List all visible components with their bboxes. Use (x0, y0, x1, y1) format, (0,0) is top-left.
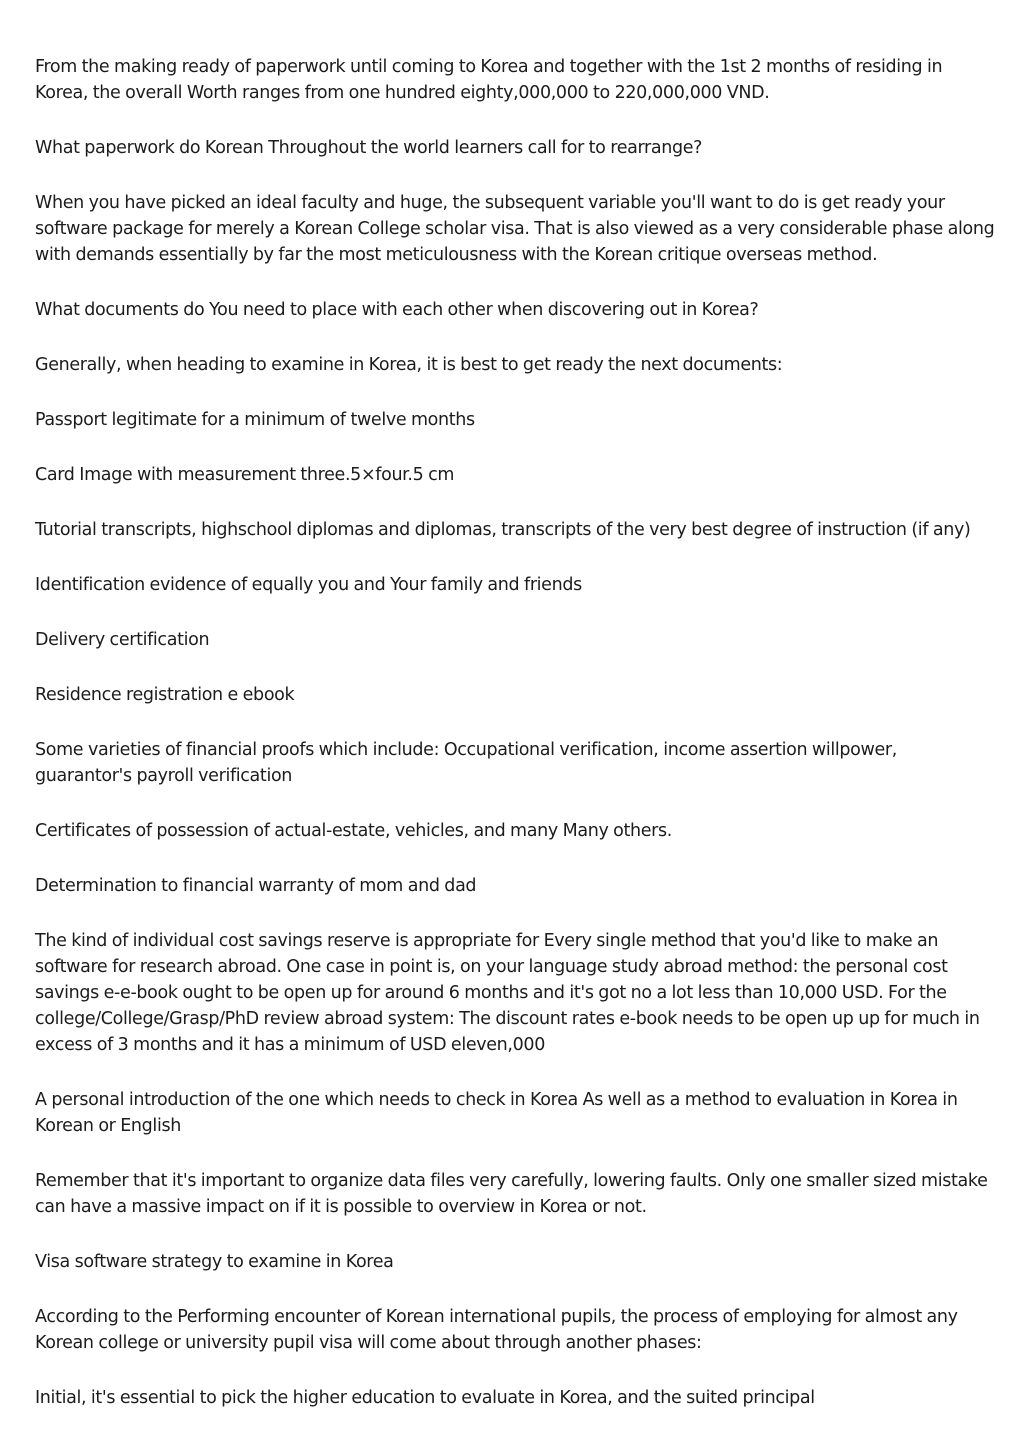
paragraph-visa-strategy-heading: Visa software strategy to examine in Korea (35, 1252, 394, 1272)
list-item-parent-warranty: Determination to financial warranty of mom and dad (35, 876, 477, 896)
list-item-property-certificates: Certificates of possession of actual-estate, vehicles, and many Many others. (35, 821, 673, 841)
list-item-personal-introduction: A personal introduction of the one which needs to check in Korea As well as a method to evaluation in Korea in Korean or English (35, 1090, 958, 1136)
paragraph-savings-reserve: The kind of individual cost savings reserve is appropriate for Every single method that you'd like to make an software for research abroad. One case in point is, on your language study abroad method: the personal cost savings e-e-book ought to be open up for around 6 months and it's got no a lot less than 10,000 USD. For the college/College/Grasp/PhD review abroad system: The discount rates e-book needs to be open up up for much in excess of 3 months and it has a minimum of USD eleven,000 (35, 931, 980, 1055)
list-item-transcripts: Tutorial transcripts, highschool diplomas and diplomas, transcripts of the very best degree of instruction (if any) (35, 520, 971, 540)
list-item-financial-proofs: Some varieties of financial proofs which include: Occupational verification, income assertion willpower, guarantor's payroll verification (35, 740, 897, 786)
paragraph-paperwork-question: What paperwork do Korean Throughout the world learners call for to rearrange? (35, 138, 703, 158)
paragraph-careful-organization: Remember that it's important to organize data files very carefully, lowering faults. Only one smaller sized mistake can have a massive impact on if it is possible to overview in Korea or not. (35, 1171, 988, 1217)
list-item-identification: Identification evidence of equally you and Your family and friends (35, 575, 582, 595)
list-item-birth-certificate: Delivery certification (35, 630, 210, 650)
list-item-residence-registration: Residence registration e ebook (35, 685, 295, 705)
document-body (35, 54, 997, 1440)
paragraph-cost-overview: From the making ready of paperwork until coming to Korea and together with the 1st 2 months of residing in Korea, the overall Worth ranges from one hundred eighty,000,000 to 220,000,000 VND. (35, 57, 943, 103)
list-item-photo: Card Image with measurement three.5×four.5 cm (35, 465, 455, 485)
paragraph-visa-preparation: When you have picked an ideal faculty and huge, the subsequent variable you'll want to do is get ready your software package for merely a Korean College scholar visa. That is also viewed as a very considerable phase along with demands essentially by far the most meticulousness with the Korean critique overseas method. (35, 193, 995, 265)
paragraph-documents-question: What documents do You need to place with each other when discovering out in Korea? (35, 300, 759, 320)
paragraph-documents-intro: Generally, when heading to examine in Korea, it is best to get ready the next documents: (35, 355, 783, 375)
paragraph-first-step: Initial, it's essential to pick the higher education to evaluate in Korea, and the suited principal (35, 1388, 815, 1408)
list-item-passport: Passport legitimate for a minimum of twelve months (35, 410, 475, 430)
paragraph-application-phases: According to the Performing encounter of Korean international pupils, the process of employing for almost any Korean college or university pupil visa will come about through another phases: (35, 1307, 958, 1353)
